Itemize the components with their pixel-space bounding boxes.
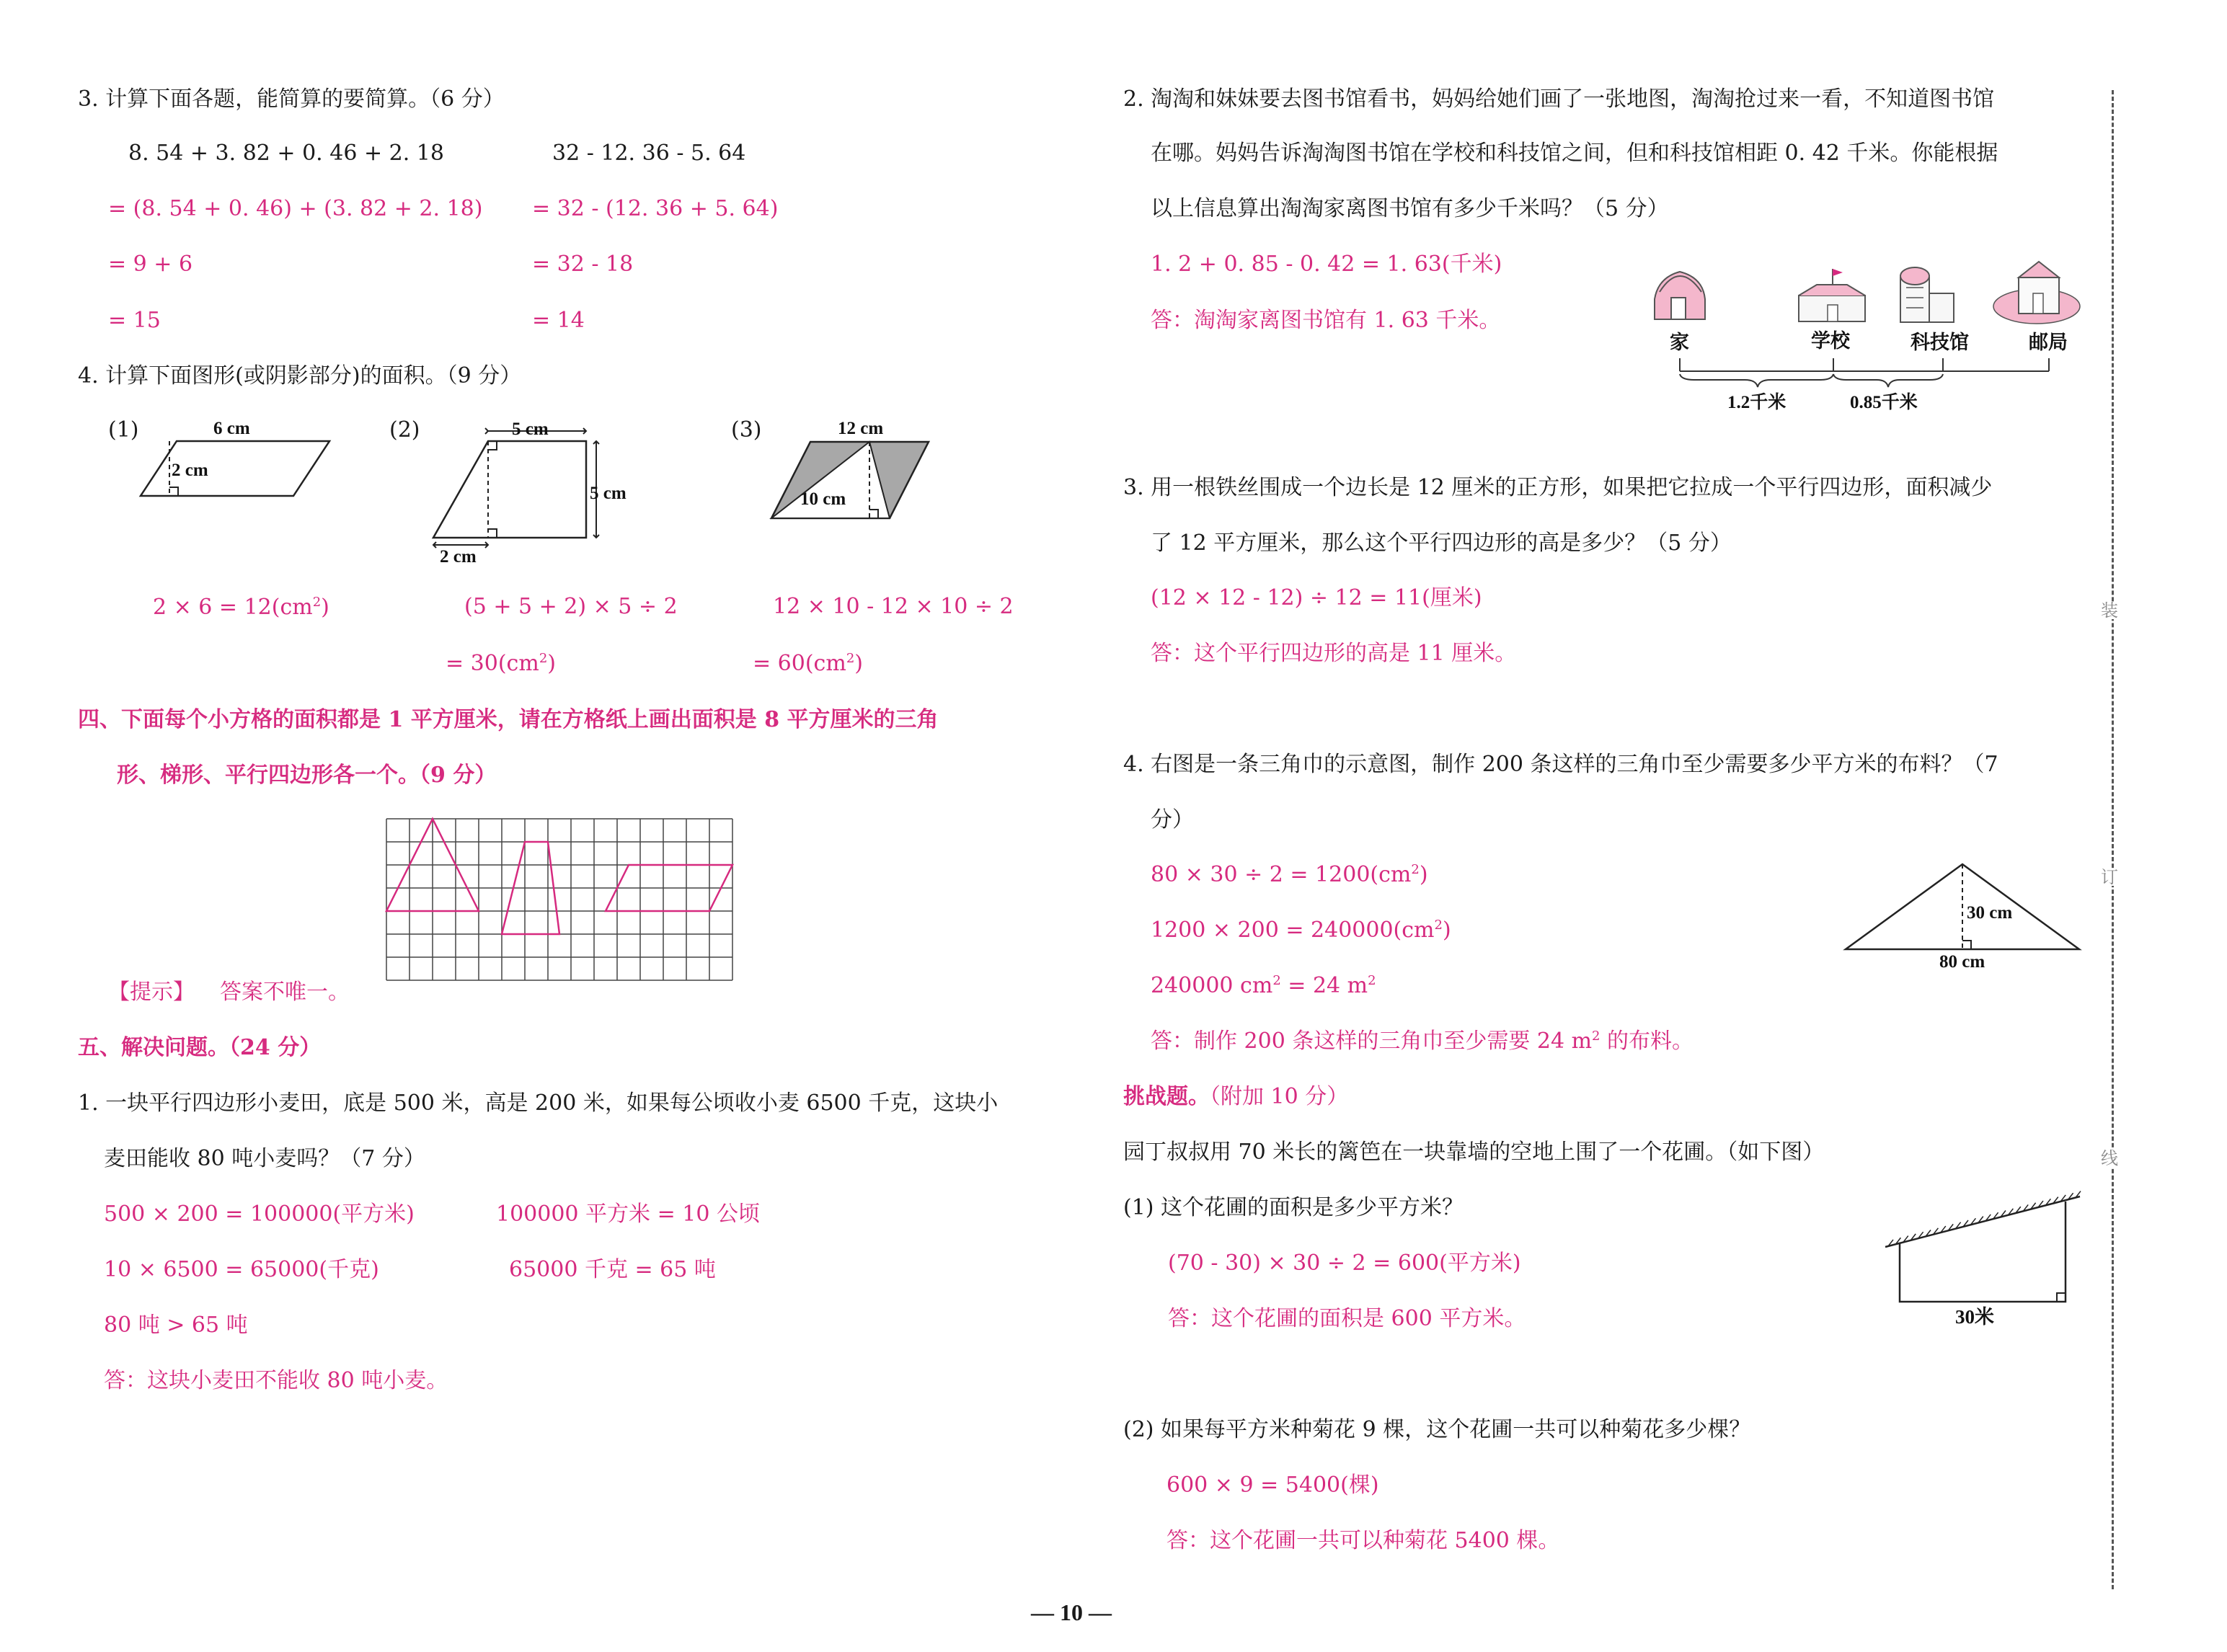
section4-line1: 四、下面每个小方格的面积都是 1 平方厘米，请在方格纸上画出面积是 8 平方厘米的三角	[78, 707, 939, 732]
fig3-top-label: 12 cm	[838, 419, 884, 438]
p2-line1: 2. 淘淘和妹妹要去图书馆看书，妈妈给她们画了一张地图，淘淘抢过来一看，不知道图书馆	[1123, 86, 1995, 112]
challenge-title: 挑战题。（附加 10 分）	[1123, 1084, 1349, 1109]
challenge-q2-step1: 600 × 9 = 5400(棵)	[1166, 1473, 1379, 1498]
p1-step5: 80 吨 > 65 吨	[104, 1313, 248, 1338]
p1-step4: 65000 千克 = 65 吨	[509, 1257, 716, 1282]
q3-a-step2: = 9 + 6	[108, 252, 193, 277]
p4-line1: 4. 右图是一条三角巾的示意图，制作 200 条这样的三角巾至少需要多少平方米的布料？（7	[1123, 752, 1998, 777]
page-number: — 10 —	[1031, 1599, 1112, 1625]
fig1-parallelogram	[141, 432, 335, 505]
p3-answer: 答：这个平行四边形的高是 11 厘米。	[1151, 641, 1517, 666]
q3-b-expression: 32 - 12. 36 - 5. 64	[552, 141, 746, 166]
triangle-base-label: 80 cm	[1939, 952, 1985, 972]
binding-char-3: 线	[2101, 1148, 2118, 1168]
school-icon	[1799, 269, 1865, 321]
challenge-intro: 园丁叔叔用 70 米长的篱笆在一块靠墙的空地上围了一个花圃。（如下图）	[1123, 1140, 1825, 1165]
p2-line2: 在哪。妈妈告诉淘淘图书馆在学校和科技馆之间，但和科技馆相距 0. 42 千米。你能根据	[1151, 141, 1998, 166]
challenge-q2-answer: 答：这个花圃一共可以种菊花 5400 棵。	[1166, 1528, 1560, 1553]
post-office-icon	[1993, 262, 2080, 324]
p2-step1: 1. 2 + 0. 85 - 0. 42 = 1. 63(千米)	[1151, 252, 1502, 277]
p1-line1: 1. 一块平行四边形小麦田，底是 500 米，高是 200 米，如果每公顷收小麦 6500 千克，这块小	[78, 1091, 999, 1116]
map-museum-label: 科技馆	[1911, 332, 1969, 353]
hint-text: 答案不唯一。	[220, 980, 350, 1005]
fig1-base-label: 6 cm	[213, 419, 250, 438]
p1-step2: 100000 平方米 = 10 公顷	[496, 1202, 760, 1227]
p2-line3: 以上信息算出淘淘家离图书馆有多少千米吗？（5 分）	[1151, 196, 1669, 221]
fig2-number: (2)	[389, 417, 420, 443]
section4-line2: 形、梯形、平行四边形各一个。（9 分）	[117, 763, 497, 788]
q3-a-expression: 8. 54 + 3. 82 + 0. 46 + 2. 18	[128, 141, 444, 166]
q3-b-step3: = 14	[532, 308, 585, 333]
fig2-top-label: 5 cm	[512, 419, 549, 439]
science-museum-icon	[1900, 267, 1954, 322]
p1-answer: 答：这块小麦田不能收 80 吨小麦。	[104, 1368, 448, 1393]
hint-label: 【提示】	[108, 980, 195, 1005]
p3-line1: 3. 用一根铁丝围成一个边长是 12 厘米的正方形，如果把它拉成一个平行四边形，面积减少	[1123, 475, 1993, 500]
challenge-q2: (2) 如果每平方米种菊花 9 棵，这个花圃一共可以种菊花多少棵？	[1123, 1417, 1751, 1442]
fig3-number: (3)	[731, 417, 762, 443]
challenge-q1-step1: (70 - 30) × 30 ÷ 2 = 600(平方米)	[1168, 1251, 1521, 1276]
binding-char-2: 订	[2101, 867, 2118, 887]
garden-wall-diagram	[1878, 1189, 2087, 1312]
challenge-q1-answer: 答：这个花圃的面积是 600 平方米。	[1168, 1306, 1526, 1331]
fig3-height-label: 10 cm	[800, 489, 846, 509]
q3-a-step1: = (8. 54 + 0. 46) + (3. 82 + 2. 18)	[108, 196, 483, 221]
p1-line2: 麦田能收 80 吨小麦吗？（7 分）	[104, 1146, 425, 1171]
binding-char-1: 装	[2101, 600, 2118, 621]
house-icon	[1655, 272, 1705, 319]
p3-step1: (12 × 12 - 12) ÷ 12 = 11(厘米)	[1151, 585, 1482, 610]
fig2-bottom-label: 2 cm	[440, 547, 477, 567]
binding-dashed-line	[2112, 90, 2114, 1589]
triangle-height-label: 30 cm	[1967, 903, 2013, 923]
fig1-answer: $2 \times 6 = 12(cm^2)$	[153, 595, 329, 620]
map-home-label: 家	[1670, 332, 1689, 353]
q4-title: 4. 计算下面图形(或阴影部分)的面积。（9 分）	[78, 363, 522, 388]
fig3-answer-step1: 12 × 10 - 12 × 10 ÷ 2	[773, 594, 1014, 619]
map-post-label: 邮局	[2029, 332, 2068, 353]
p4-step1: $80 \times 30 \div 2 = 1200(cm^2)$	[1151, 862, 1428, 887]
map-distance2-label: 0.85千米	[1850, 393, 1918, 412]
q3-b-step2: = 32 - 18	[532, 252, 634, 277]
fig1-height-label: 2 cm	[172, 461, 208, 480]
p2-answer: 答：淘淘家离图书馆有 1. 63 千米。	[1151, 308, 1501, 333]
fig3-shaded-parallelogram	[771, 436, 937, 523]
p1-step1: 500 × 200 = 100000(平方米)	[104, 1202, 415, 1227]
p3-line2: 了 12 平方厘米，那么这个平行四边形的高是多少？（5 分）	[1151, 530, 1732, 556]
fig1-number: (1)	[108, 417, 139, 443]
garden-side-label: 30米	[1955, 1306, 1994, 1328]
triangle-scarf-diagram	[1844, 861, 2082, 955]
fig2-side-label: 5 cm	[590, 484, 627, 503]
fig2-answer-step1: (5 + 5 + 2) × 5 ÷ 2	[464, 594, 678, 619]
map-school-label: 学校	[1811, 330, 1850, 352]
map-distance1-label: 1.2千米	[1727, 393, 1787, 412]
p4-step3: 240000 $cm^2 = 24$ $m^2$	[1151, 973, 1376, 998]
p4-line2: 分）	[1151, 807, 1194, 832]
fig3-answer-step2: = $60(cm^2)$	[753, 651, 863, 676]
challenge-q1: (1) 这个花圃的面积是多少平方米？	[1123, 1195, 1464, 1220]
section5-title: 五、解决问题。（24 分）	[78, 1035, 322, 1060]
q3-title: 3. 计算下面各题，能简算的要简算。（6 分）	[78, 86, 505, 112]
p4-step2: $1200 \times 200 = 240000(cm^2)$	[1151, 918, 1451, 943]
q3-a-step3: = 15	[108, 308, 161, 333]
fig2-trapezoid	[429, 425, 602, 562]
p4-answer: 答：制作 200 条这样的三角巾至少需要 24 $m^2$ 的布料。	[1151, 1029, 1694, 1054]
p1-step3: 10 × 6500 = 65000(千克)	[104, 1257, 379, 1282]
grid-paper-drawing	[386, 819, 732, 981]
q3-b-step1: = 32 - (12. 36 + 5. 64)	[532, 196, 779, 221]
fig2-answer-step2: = $30(cm^2)$	[446, 651, 556, 676]
